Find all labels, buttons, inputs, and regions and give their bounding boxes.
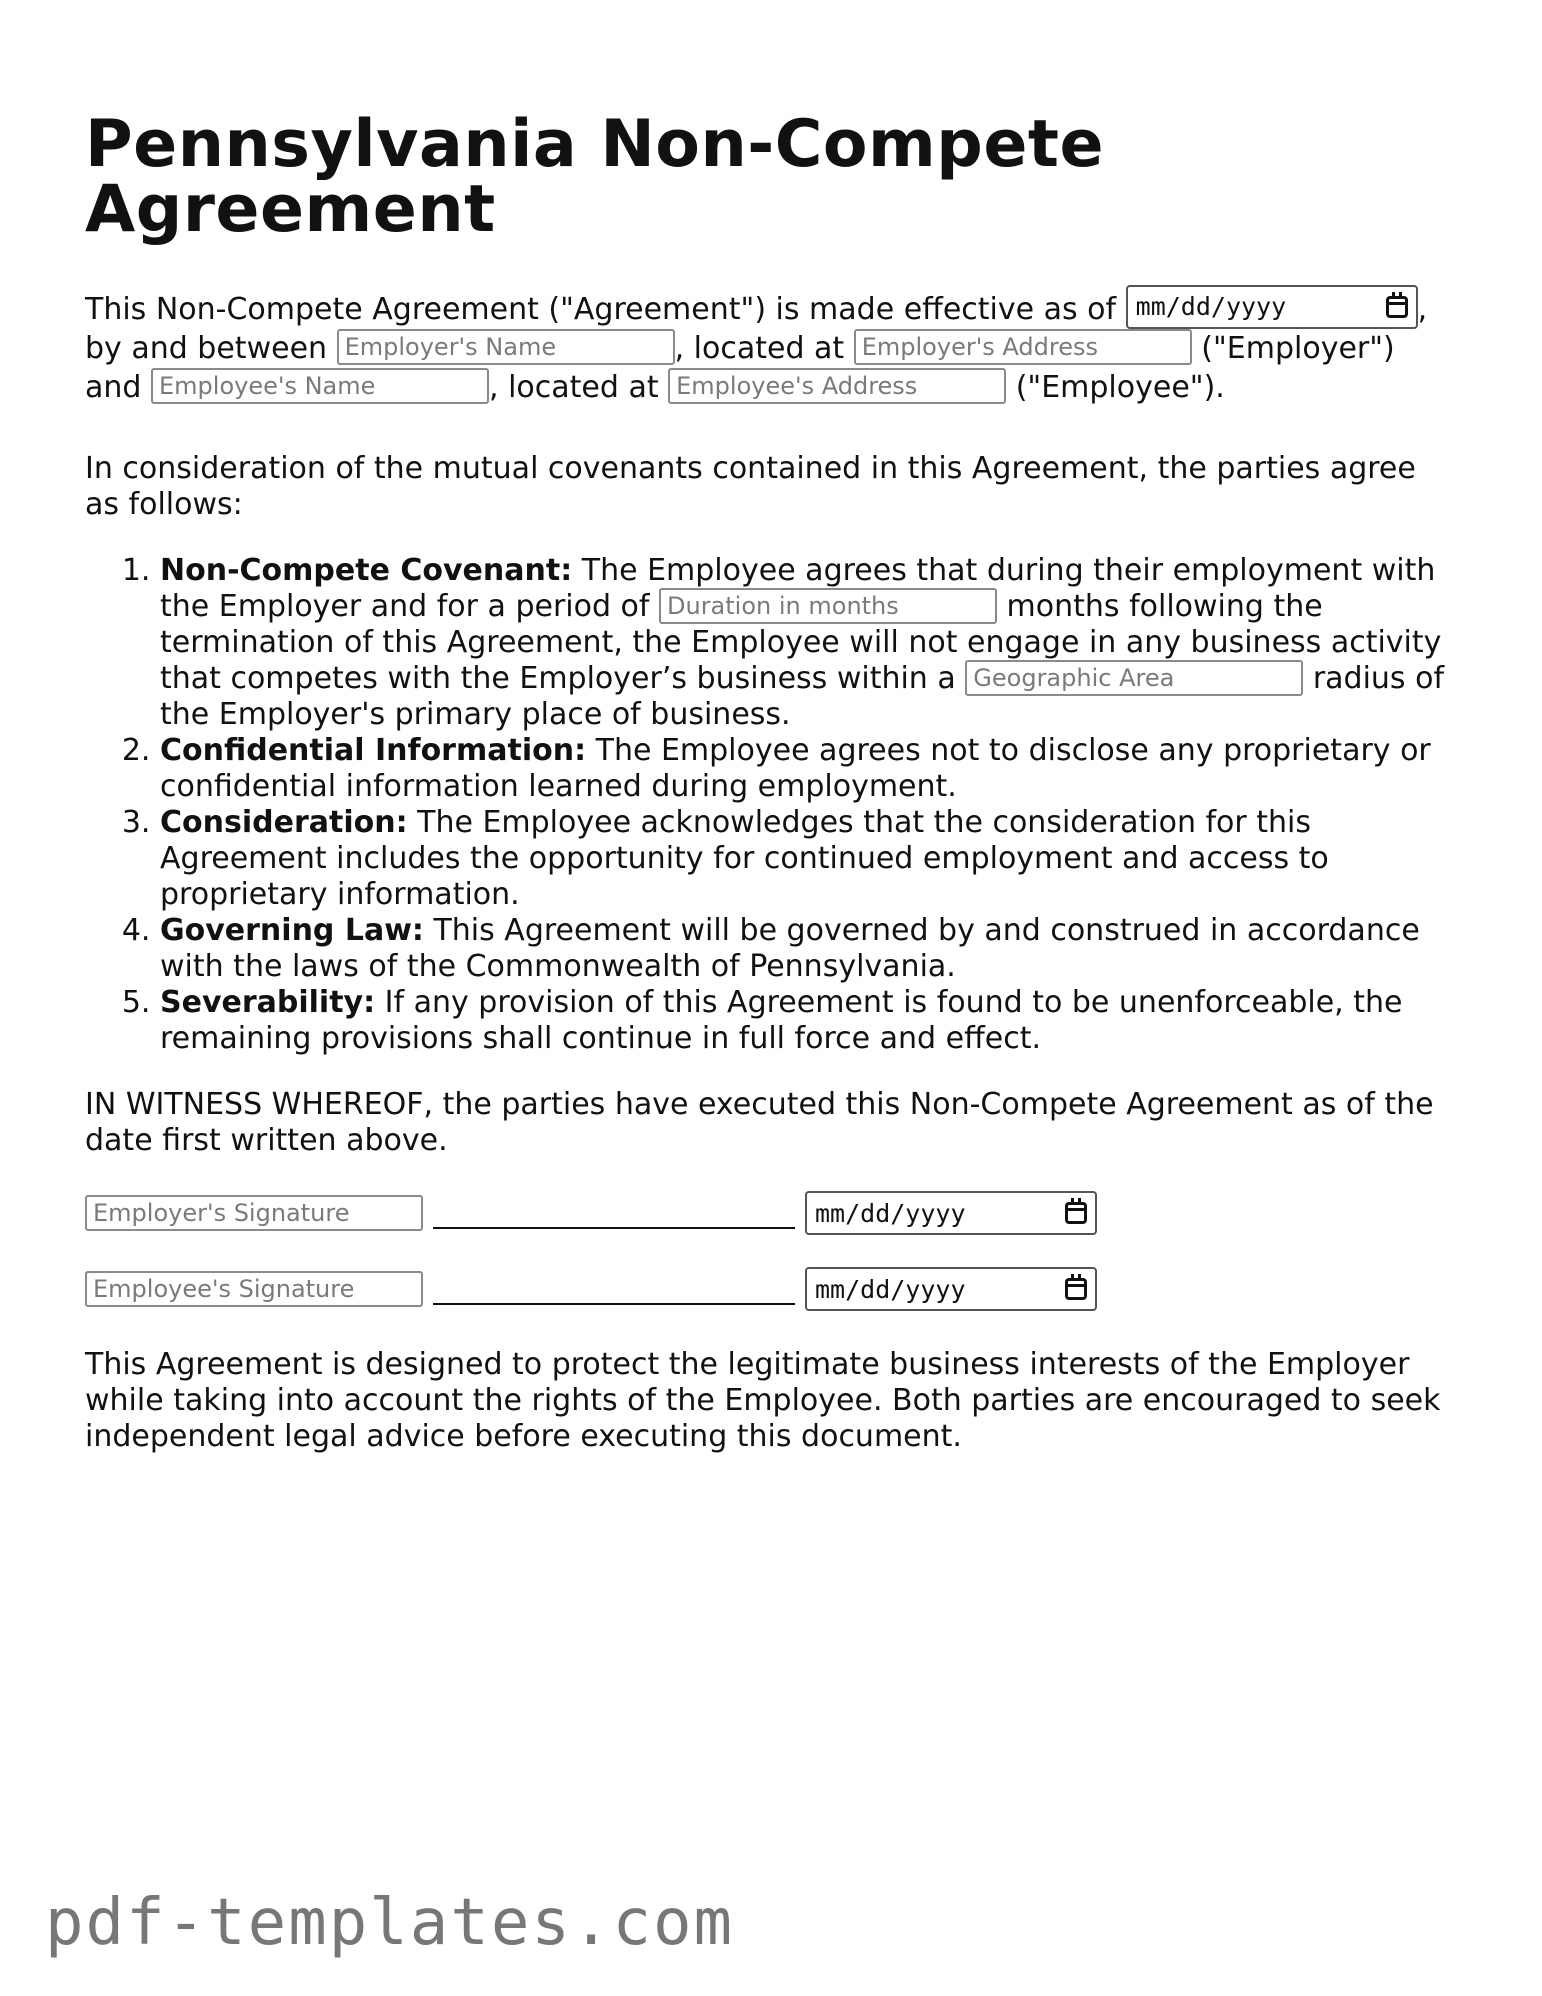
document-page — [85, 0, 1457, 1485]
watermark: pdf-templates.com — [45, 1886, 735, 1960]
employer-date-value: mm/dd/yyyy — [815, 1198, 966, 1228]
intro-text-3: by and between — [85, 331, 328, 366]
effective-date-value: mm/dd/yyyy — [1135, 292, 1287, 321]
employee-signature-input[interactable] — [85, 1271, 423, 1307]
clause-consideration — [160, 805, 1457, 913]
calendar-icon[interactable] — [1065, 1202, 1087, 1224]
clause-heading: Severability: — [160, 985, 376, 1020]
employee-signature-line — [433, 1273, 795, 1305]
employee-date-input[interactable] — [805, 1267, 1097, 1311]
geographic-area-input[interactable] — [965, 660, 1303, 696]
duration-input[interactable] — [659, 588, 997, 624]
clause-non-compete — [160, 553, 1457, 733]
employer-signature-row — [85, 1189, 1457, 1237]
employee-signature-row — [85, 1265, 1457, 1313]
clause-heading: Confidential Information: — [160, 733, 587, 768]
employee-date-value: mm/dd/yyyy — [815, 1274, 966, 1304]
intro-text-4: , located at — [674, 331, 845, 366]
employer-signature-input[interactable] — [85, 1195, 423, 1231]
effective-date-input[interactable] — [1126, 285, 1418, 329]
intro-paragraph — [85, 290, 1457, 407]
page-title: Pennsylvania Non-Compete Agreement — [85, 107, 1105, 247]
employee-address-input[interactable] — [668, 368, 1006, 404]
clause-list — [85, 553, 1457, 1057]
clause-confidential — [160, 733, 1457, 805]
clause-text: The Employee agrees not to disclose any proprietary or confidential information learned during employment. — [160, 733, 1431, 804]
witness-paragraph: IN WITNESS WHEREOF, the parties have executed this Non-Compete Agreement as of the date first written above. — [85, 1087, 1434, 1158]
clause-text: radius of the Employer's primary place of business. — [160, 661, 1445, 732]
employer-signature-line — [433, 1197, 795, 1229]
clause-text: If any provision of this Agreement is found to be unenforceable, the remaining provisions shall continue in full force and effect. — [160, 985, 1403, 1056]
calendar-icon[interactable] — [1065, 1278, 1087, 1300]
clause-governing-law — [160, 913, 1457, 985]
consideration-paragraph: In consideration of the mutual covenants contained in this Agreement, the parties agree as follows: — [85, 451, 1416, 522]
clause-heading: Consideration: — [160, 805, 408, 840]
closing-paragraph: This Agreement is designed to protect the legitimate business interests of the Employer while taking into account the rights of the Employee. Both parties are encouraged to seek independent legal advice before executing this document. — [85, 1347, 1441, 1454]
intro-text-5: ("Employer") — [1201, 331, 1395, 366]
clause-text: This Agreement will be governed by and construed in accordance with the laws of the Commonwealth of Pennsylvania. — [160, 913, 1420, 984]
intro-text-2: , — [1417, 292, 1428, 327]
employer-name-input[interactable] — [337, 329, 675, 365]
employer-date-input[interactable] — [805, 1191, 1097, 1235]
intro-text-6: and — [85, 370, 142, 405]
intro-text-7: , located at — [489, 370, 659, 405]
calendar-icon[interactable] — [1386, 296, 1408, 318]
intro-text-8: ("Employee"). — [1015, 370, 1225, 405]
clause-text: The Employee acknowledges that the consideration for this Agreement includes the opportunity for continued employment and access to proprietary information. — [160, 805, 1329, 912]
employer-address-input[interactable] — [854, 329, 1192, 365]
clause-heading: Governing Law: — [160, 913, 424, 948]
employee-name-input[interactable] — [151, 368, 489, 404]
clause-text: The Employee agrees that during their employment with the Employer and for a period of — [160, 553, 1436, 624]
clause-heading: Non-Compete Covenant: — [160, 553, 573, 588]
clause-severability — [160, 985, 1457, 1057]
clause-text: months following the termination of this Agreement, the Employee will not engage in any business activity that competes with the Employer’s business within a — [160, 589, 1442, 696]
intro-text-1: This Non-Compete Agreement ("Agreement") is made effective as of — [85, 292, 1117, 327]
